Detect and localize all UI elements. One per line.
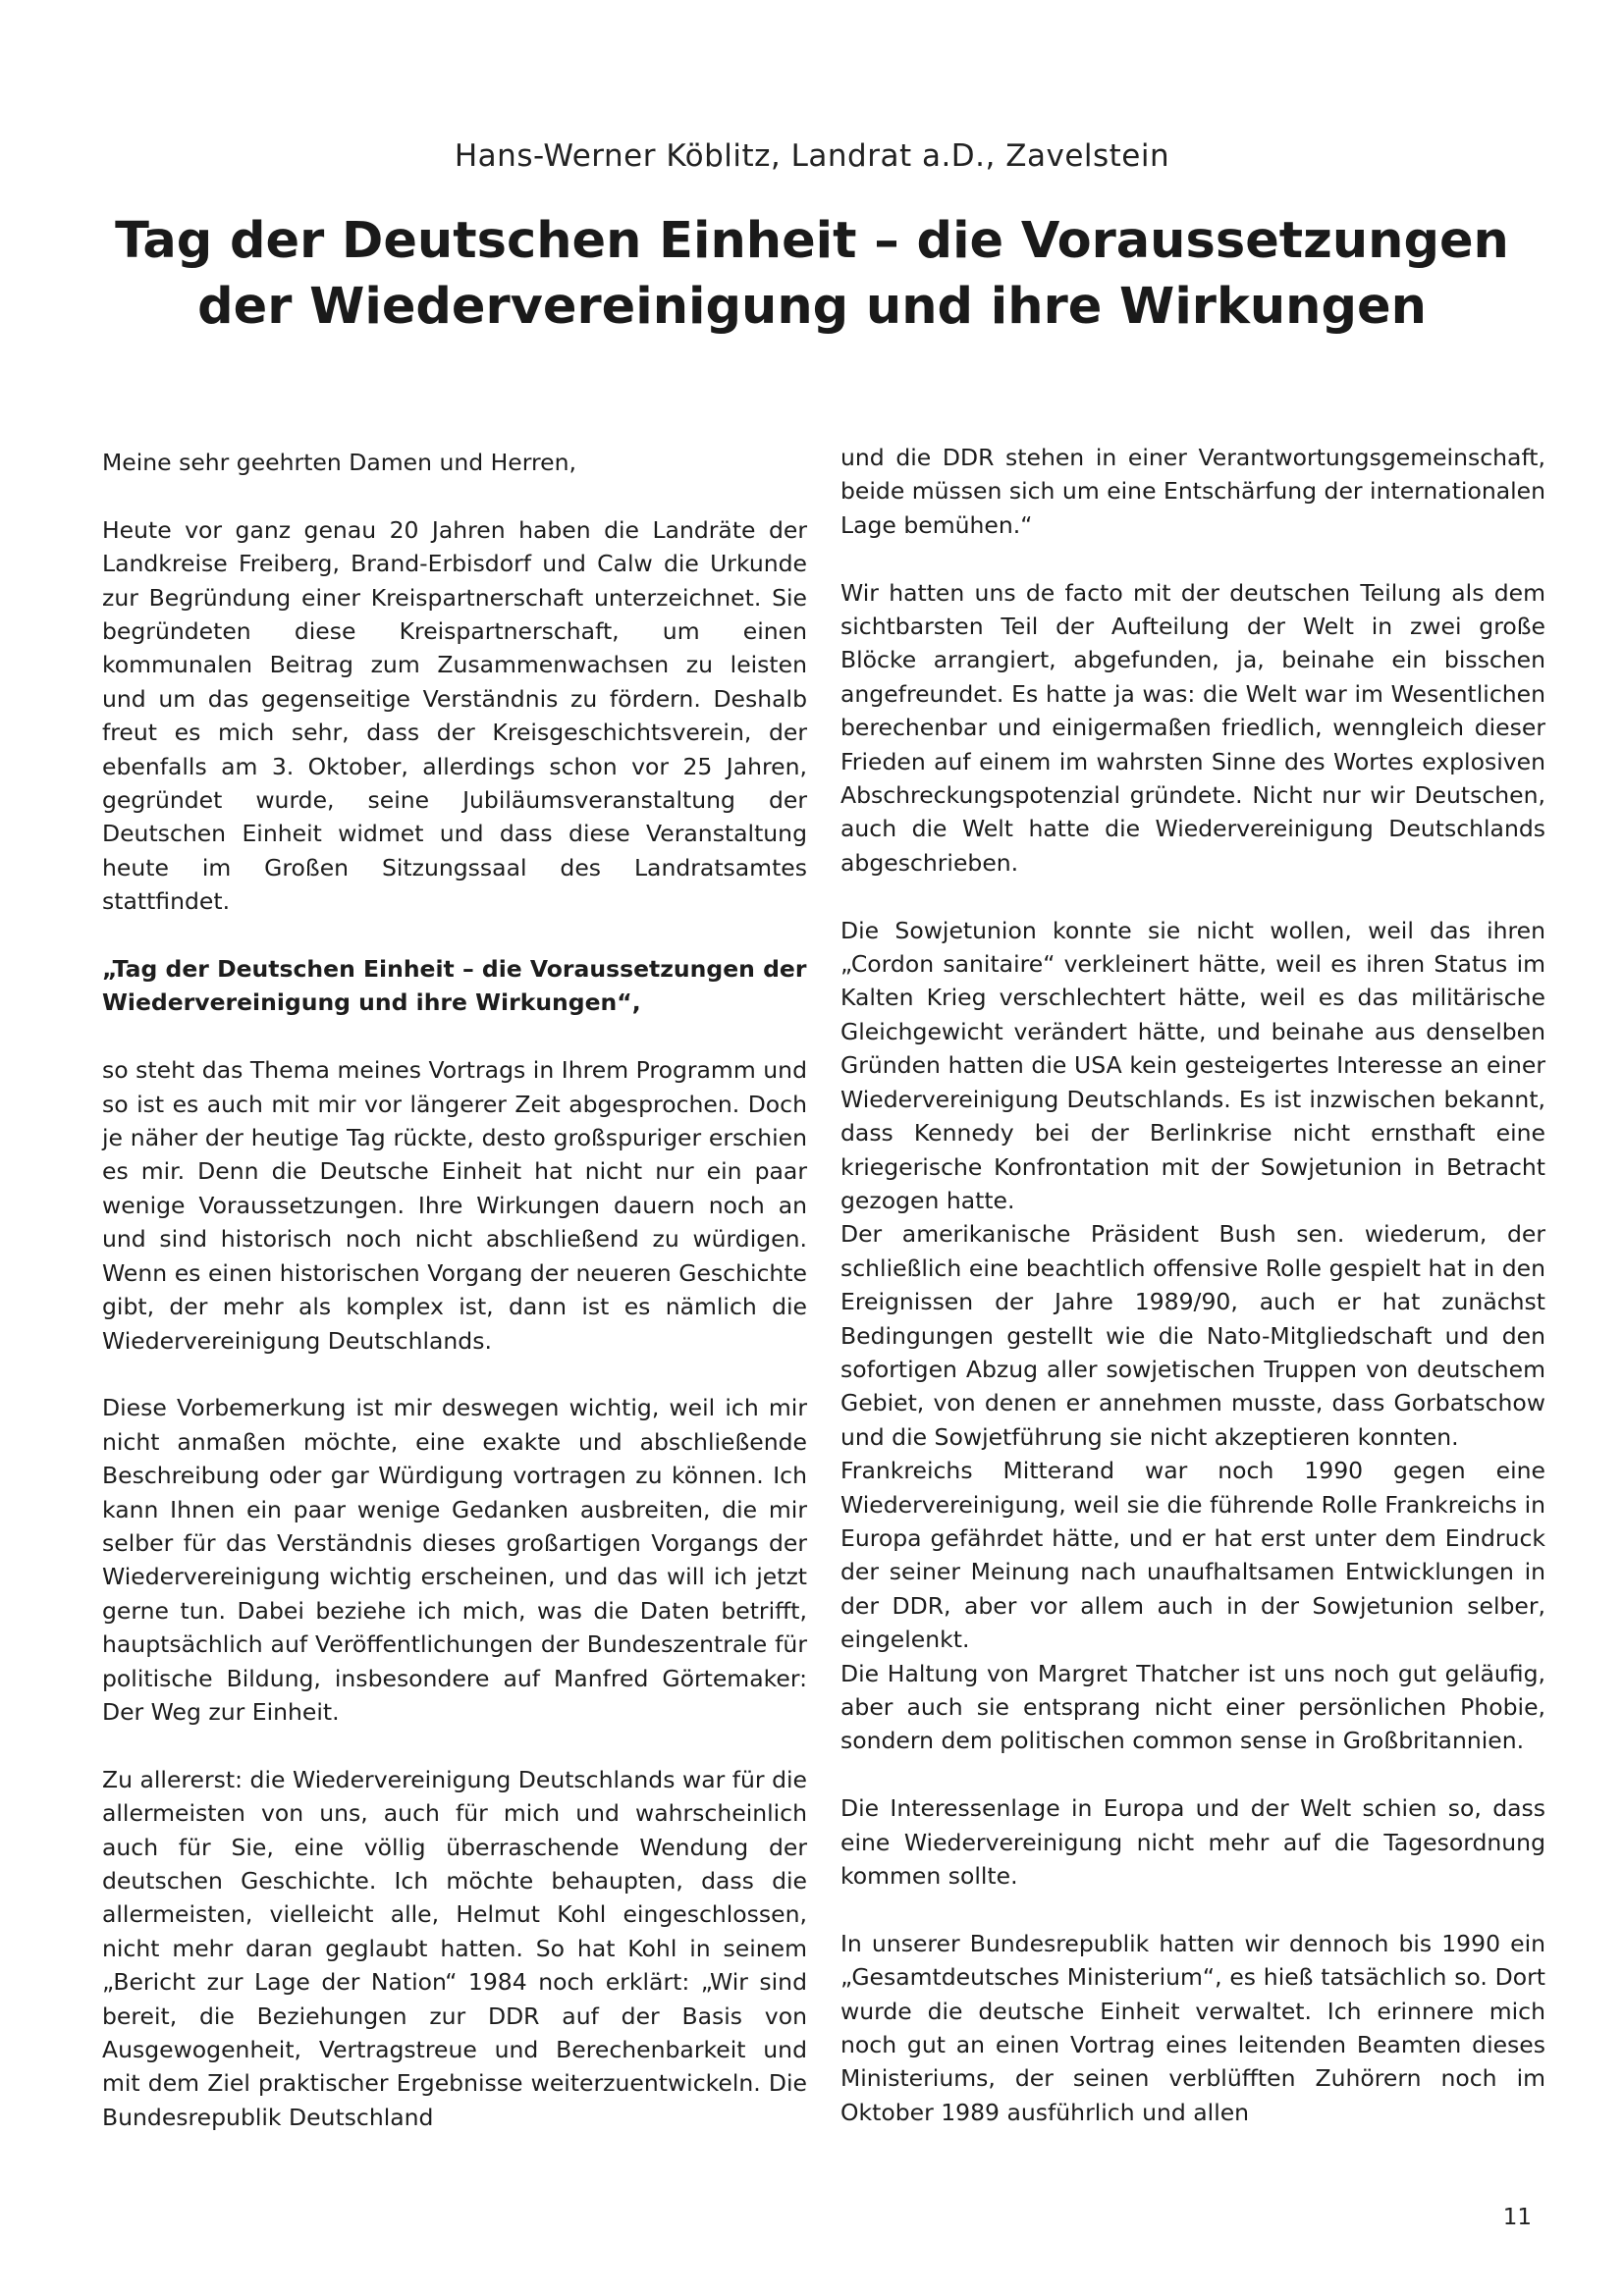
- left-column: [102, 446, 807, 2134]
- topic-subheading: „Tag der Deutschen Einheit – die Voraussetzungen der Wiedervereinigung und ihre Wirkungen“,: [102, 955, 807, 1017]
- author-line: Hans-Werner Köblitz, Landrat a.D., Zavelstein: [454, 138, 1170, 174]
- article-title-line-1: Tag der Deutschen Einheit – die Voraussetzungen: [115, 212, 1509, 270]
- article-title-line-2: der Wiedervereinigung und ihre Wirkungen: [197, 278, 1427, 336]
- body-paragraph: In unserer Bundesrepublik hatten wir dennoch bis 1990 ein „Gesamtdeutsches Ministerium“, es hieß tatsächlich so. Dort wurde die deutsche Einheit verwaltet. Ich erinnere mich noch gut an einen Vortrag eines leitenden Beamten dieses Ministeriums, der seinen verblüfften Zuhörern noch im Oktober 1989 ausführlich und allen: [840, 1929, 1545, 2126]
- page-number: 11: [1502, 2205, 1532, 2230]
- right-column: [840, 441, 1545, 2129]
- body-paragraph: Frankreichs Mitterand war noch 1990 gegen eine Wiedervereinigung, weil sie die führende Rolle Frankreichs in Europa gefährdet hätte, und er hat erst unter dem Eindruck der seiner Meinung nach unaufhaltsamen Entwicklungen in der DDR, aber vor allem auch in der Sowjetunion selber, eingelenkt.: [840, 1457, 1545, 1654]
- body-paragraph: Die Interessenlage in Europa und der Welt schien so, dass eine Wiedervereinigung nicht mehr auf die Tagesordnung kommen sollte.: [840, 1794, 1545, 1891]
- body-paragraph: Zu allererst: die Wiedervereinigung Deutschlands war für die allermeisten von uns, auch für mich und wahrscheinlich auch für Sie, eine völlig überraschende Wendung der deutschen Geschichte. Ich möchte behaupten, dass die allermeisten, vielleicht alle, Helmut Kohl eingeschlossen, nicht mehr daran geglaubt hatten. So hat Kohl in seinem „Bericht zur Lage der Nation“ 1984 noch erklärt: „Wir sind bereit, die Beziehungen zur DDR auf der Basis von Ausgewogenheit, Vertragstreue und Berechenbarkeit und mit dem Ziel praktischer Ergebnisse weiterzuentwickeln. Die Bundesrepublik Deutschland: [102, 1765, 807, 2131]
- body-paragraph: Die Haltung von Margret Thatcher ist uns noch gut geläufig, aber auch sie entsprang nicht einer persönlichen Phobie, sondern dem politischen common sense in Großbritannien.: [840, 1659, 1545, 1755]
- body-paragraph: Die Sowjetunion konnte sie nicht wollen, weil das ihren „Cordon sanitaire“ verkleinert hätte, weil es ihren Status im Kalten Krieg verschlechtert hätte, weil es das militärische Gleichgewicht verändert hätte, und beinahe aus denselben Gründen hatten die USA kein gesteigertes Interesse an einer Wiedervereinigung Deutschlands. Es ist inzwischen bekannt, dass Kennedy bei der Berlinkrise nicht ernsthaft eine kriegerische Konfrontation mit der Sowjetunion in Betracht gezogen hatte.: [840, 916, 1545, 1214]
- body-paragraph: so steht das Thema meines Vortrags in Ihrem Programm und so ist es auch mit mir vor längerer Zeit abgesprochen. Doch je näher der heutige Tag rückte, desto großspuriger erschien es mir. Denn die Deutsche Einheit hat nicht nur ein paar wenige Voraussetzungen. Ihre Wirkungen dauern noch an und sind historisch noch nicht abschließend zu würdigen. Wenn es einen historischen Vorgang der neueren Geschichte gibt, der mehr als komplex ist, dann ist es nämlich die Wiedervereinigung Deutschlands.: [102, 1056, 807, 1355]
- article-title: [79, 208, 1545, 340]
- body-paragraph: und die DDR stehen in einer Verantwortungsgemeinschaft, beide müssen sich um eine Entschärfung der internationalen Lage bemühen.“: [840, 444, 1545, 539]
- body-paragraph: Der amerikanische Präsident Bush sen. wiederum, der schließlich eine beachtlich offensive Rolle gespielt hat in den Ereignissen der Jahre 1989/90, auch er hat zunächst Bedingungen gestellt wie die Nato-Mitgliedschaft und den sofortigen Abzug aller sowjetischen Truppen von deutschem Gebiet, von denen er annehmen musste, dass Gorbatschow und die Sowjetführung sie nicht akzeptieren konnten.: [840, 1220, 1545, 1451]
- body-paragraph: Diese Vorbemerkung ist mir deswegen wichtig, weil ich mir nicht anmaßen möchte, eine exakte und abschließende Beschreibung oder gar Würdigung vortragen zu können. Ich kann Ihnen ein paar wenige Gedanken ausbreiten, die mir selber für das Verständnis dieses großartigen Vorgangs der Wiedervereinigung wichtig erscheinen, und das will ich jetzt gerne tun. Dabei beziehe ich mich, was die Daten betrifft, hauptsächlich auf Veröffentlichungen der Bundeszentrale für politische Bildung, insbesondere auf Manfred Görtemaker: Der Weg zur Einheit.: [102, 1394, 807, 1726]
- salutation-paragraph: Meine sehr geehrten Damen und Herren,: [102, 449, 576, 476]
- body-paragraph: Wir hatten uns de facto mit der deutschen Teilung als dem sichtbarsten Teil der Aufteilung der Welt in zwei große Blöcke arrangiert, abgefunden, ja, beinahe ein bisschen angefreundet. Es hatte ja was: die Welt war im Wesentlichen berechenbar und einigermaßen friedlich, wenngleich dieser Frieden auf einem im wahrsten Sinne des Wortes explosiven Abschreckungspotenzial gründete. Nicht nur wir Deutschen, auch die Welt hatte die Wiedervereinigung Deutschlands abgeschrieben.: [840, 578, 1545, 877]
- body-paragraph: Heute vor ganz genau 20 Jahren haben die Landräte der Landkreise Freiberg, Brand-Erbisdorf und Calw die Urkunde zur Begründung einer Kreispartnerschaft unterzeichnet. Sie begründeten diese Kreispartnerschaft, um einen kommunalen Beitrag zum Zusammenwachsen zu leisten und um das gegenseitige Verständnis zu fördern. Deshalb freut es mich sehr, dass der Kreisgeschichtsverein, der ebenfalls am 3. Oktober, allerdings schon vor 25 Jahren, gegründet wurde, seine Jubiläumsveranstaltung der Deutschen Einheit widmet und dass diese Veranstaltung heute im Großen Sitzungssaal des Landratsamtes stattfindet.: [102, 515, 807, 916]
